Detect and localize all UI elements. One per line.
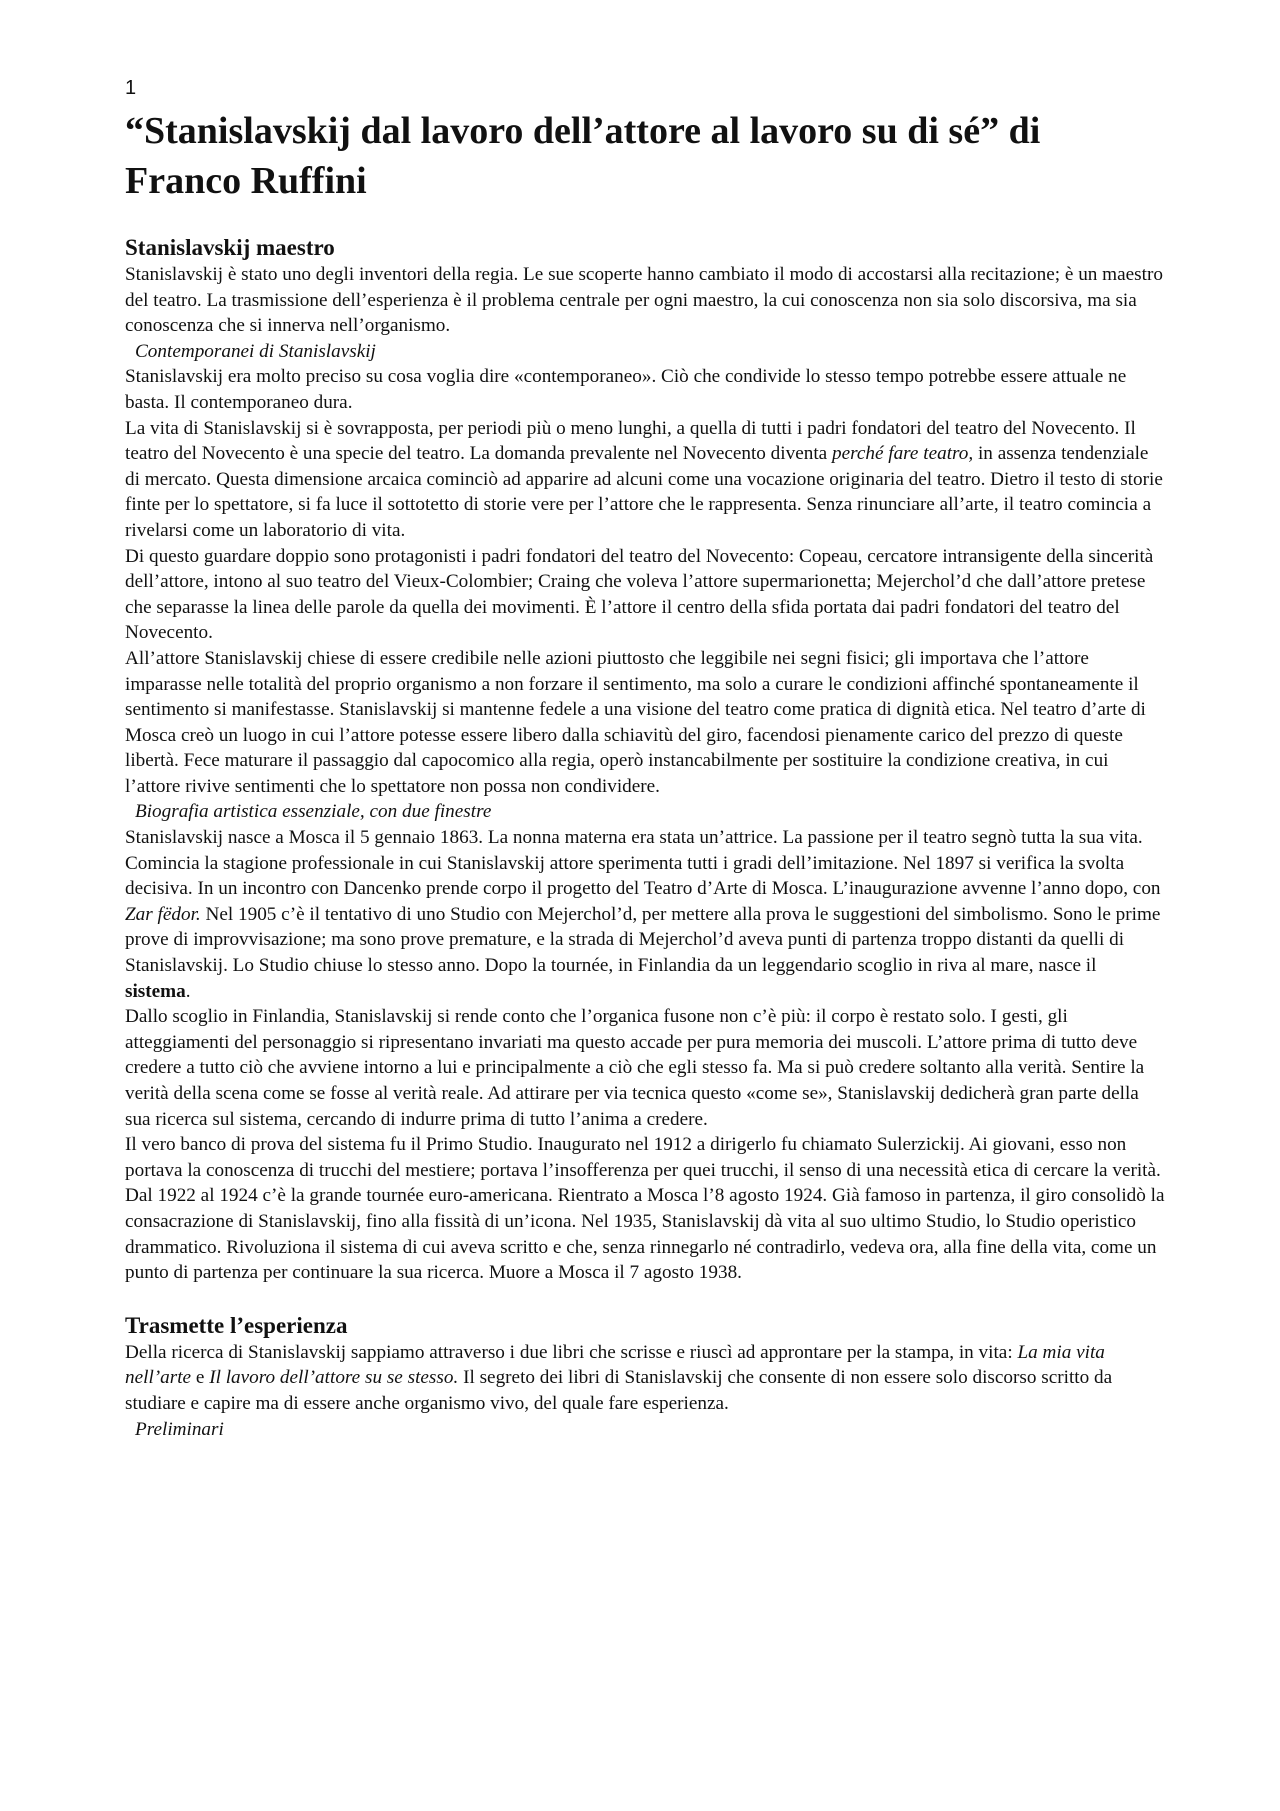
- page-number: 1: [125, 77, 137, 99]
- italic-text: La mia vita nell’arte: [125, 1341, 1105, 1389]
- paragraph: Stanislavskij è stato uno degli inventori della regia. Le sue scoperte hanno cambiato il modo di accostarsi alla recitazione; è un maestro del teatro. La trasmissione dell’esperienza è il problema centrale per ogni maestro, la cui conoscenza non sia solo discorsiva, ma sia conoscenza che si innerva nell’organismo.: [125, 264, 1163, 337]
- text-run: e: [191, 1367, 210, 1389]
- section-heading-stanislavskij-maestro: Stanislavskij maestro: [125, 235, 335, 260]
- italic-text: Il lavoro dell’attore su se stesso.: [209, 1367, 459, 1389]
- italic-text: Zar fëdor.: [125, 903, 201, 925]
- paragraph: [125, 825, 1165, 1004]
- text-run: Della ricerca di Stanislavskij sappiamo attraverso i due libri che scrisse e riuscì ad approntare per la stampa, in vita:: [125, 1341, 1018, 1363]
- subsection-heading-biografia: Biografia artistica essenziale, con due finestre: [135, 801, 492, 823]
- subsection-heading-contemporanei: Contemporanei di Stanislavskij: [135, 340, 376, 362]
- bold-text: sistema: [125, 980, 186, 1002]
- text-run: Il segreto dei libri di Stanislavskij che consente di non essere solo discorso scritto da studiare e capire ma di essere anche organismo vivo, del quale fare esperienza.: [125, 1367, 1113, 1414]
- paragraph: Il vero banco di prova del sistema fu il Primo Studio. Inaugurato nel 1912 a dirigerlo fu chiamato Sulerzickij. Ai giovani, esso non portava la conoscenza di trucchi del mestiere; portava l’insofferenza per quei trucchi, il senso di una necessità etica di cercare la verità.: [125, 1134, 1161, 1181]
- paragraph: Dallo scoglio in Finlandia, Stanislavskij si rende conto che l’organica fusone non c’è più: il corpo è restato solo. I gesti, gli atteggiamenti del personaggio si ripresentano invariati ma questo accade per pura memoria dei muscoli. L’attore prima di tutto deve credere a tutto ciò che avviene intorno a lui e principalmente a ciò che egli stesso fa. Ma si può credere soltanto alla verità. Sentire la verità della scena come se fosse al verità reale. Ad attirare per via tecnica questo «come se», Stanislavskij dedicherà gran parte della sua ricerca sul sistema, cercando di indurre prima di tutto l’anima a credere.: [125, 1006, 1145, 1130]
- italic-text: perché fare teatro,: [831, 443, 974, 465]
- document-page: [125, 76, 1165, 1442]
- paragraph: Dal 1922 al 1924 c’è la grande tournée euro-americana. Rientrato a Mosca l’8 agosto 1924. Già famoso in partenza, il giro consolidò la consacrazione di Stanislavskij, fino alla fissità di un’icona. Nel 1935, Stanislavskij dà vita al suo ultimo Studio, lo Studio operistico drammatico. Rivoluziona il sistema di cui aveva scritto e che, senza rinnegarlo né contradirlo, vedeva ora, alla fine della vita, come un punto di partenza per continuare la sua ricerca. Muore a Mosca il 7 agosto 1938.: [125, 1185, 1165, 1284]
- paragraph: Di questo guardare doppio sono protagonisti i padri fondatori del teatro del Novecento: Copeau, cercatore intransigente della sincerità dell’attore, intono al suo teatro del Vieux-Colombier; Craing che voleva l’attore supermarionetta; Mejerchol’d che dall’attore pretese che separasse la linea delle parole da quella dei movimenti. È l’attore il centro della sfida portata dai padri fondatori del teatro del Novecento.: [125, 545, 1154, 644]
- text-run: Stanislavskij nasce a Mosca il 5 gennaio 1863. La nonna materna era stata un’attrice. La passione per il teatro segnò tutta la sua vita. Comincia la stagione professionale in cui Stanislavskij attore sperimenta tutti i gradi dell’imitazione. Nel 1897 si verifica la svolta decisiva. In un incontro con Dancenko prende corpo il progetto del Teatro d’Arte di Mosca. L’inaugurazione avvenne l’anno dopo, con: [125, 827, 1161, 900]
- text-run: in assenza tendenziale di mercato. Questa dimensione arcaica cominciò ad apparire ad alcuni come una vocazione originaria del teatro. Dietro il testo di storie finte per lo spettatore, si fa luce il sottotetto di storie vere per l’attore che le rappresenta. Senza rinunciare all’arte, il teatro comincia a rivelarsi come un laboratorio di vita.: [125, 443, 1163, 541]
- text-run: La vita di Stanislavskij si è sovrapposta, per periodi più o meno lunghi, a quella di tutti i padri fondatori del teatro del Novecento. Il teatro del Novecento è una specie del teatro. La domanda prevalente nel Novecento diventa: [125, 417, 1136, 465]
- paragraph: [125, 1340, 1165, 1417]
- subsection-heading-preliminari: Preliminari: [135, 1418, 224, 1440]
- paragraph: All’attore Stanislavskij chiese di essere credibile nelle azioni piuttosto che leggibile nei segni fisici; gli importava che l’attore imparasse nelle totalità del proprio organismo a non forzare il sentimento, ma solo a curare le condizioni affinché spontaneamente il sentimento si manifestasse. Stanislavskij si mantenne fedele a una visione del teatro come pratica di dignità etica. Nel teatro d’arte di Mosca creò un luogo in cui l’attore potesse essere libero dalla schiavitù del giro, facendosi pienamente carico del prezzo di queste libertà. Fece maturare il passaggio dal capocomico alla regia, operò instancabilmente per sostituire la condizione creativa, in cui l’attore rivive sentimenti che lo spettatore non possa non condividere.: [125, 647, 1146, 797]
- text-run: Nel 1905 c’è il tentativo di uno Studio con Mejerchol’d, per mettere alla prova le suggestioni del simbolismo. Sono le prime prove di improvvisazione; ma sono prove premature, e la strada di Mejerchol’d aveva punti di partenza troppo distanti da quelli di Stanislavskij. Lo Studio chiuse lo stesso anno. Dopo la tournée, in Finlandia da un leggendario scoglio in riva al mare, nasce il: [125, 903, 1161, 977]
- document-title: “Stanislavskij dal lavoro dell’attore al lavoro su di sé” di Franco Ruffini: [125, 110, 1041, 202]
- section-heading-trasmette-esperienza: Trasmette l’esperienza: [125, 1312, 348, 1338]
- paragraph: Stanislavskij era molto preciso su cosa voglia dire «contemporaneo». Ciò che condivide lo stesso tempo potrebbe essere attuale ne basta. Il contemporaneo dura.: [125, 366, 1127, 413]
- text-run: .: [185, 980, 191, 1002]
- paragraph: [125, 416, 1165, 544]
